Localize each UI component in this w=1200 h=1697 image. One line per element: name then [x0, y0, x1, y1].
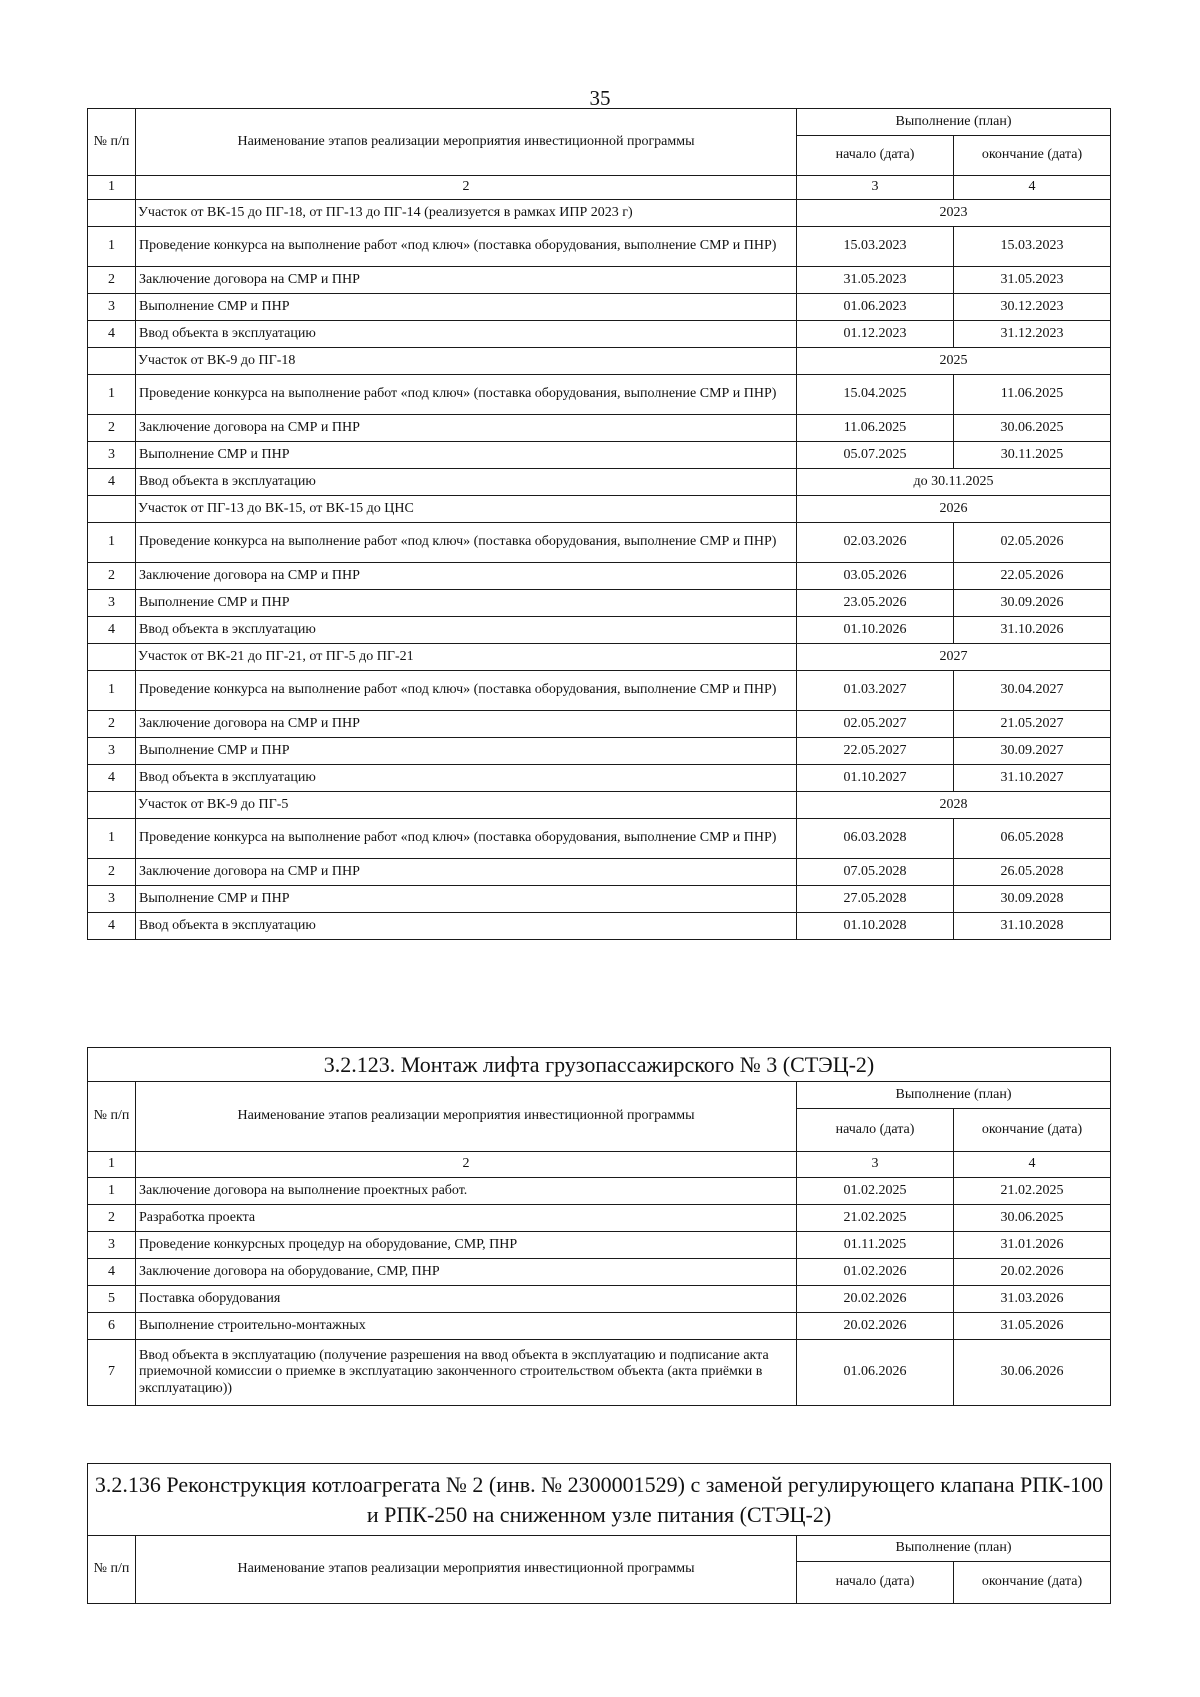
stage-end-date: 11.06.2025 [954, 375, 1111, 415]
section-year: 2023 [797, 200, 1111, 227]
stage-end-date: 20.02.2026 [954, 1259, 1111, 1286]
row-number: 3 [88, 886, 136, 913]
stage-start-date: 27.05.2028 [797, 886, 954, 913]
stage-name: Поставка оборудования [136, 1286, 797, 1313]
header-name: Наименование этапов реализации мероприятия инвестиционной программы [136, 1082, 797, 1152]
table-row [88, 711, 1111, 738]
stage-end-date: 26.05.2028 [954, 859, 1111, 886]
stage-start-date: 05.07.2025 [797, 442, 954, 469]
header-idx-4: 4 [954, 176, 1111, 200]
stage-start-date: 01.10.2028 [797, 913, 954, 940]
header-num: № п/п [88, 1082, 136, 1152]
table-row [88, 1232, 1111, 1259]
row-number: 4 [88, 913, 136, 940]
table-row [88, 1205, 1111, 1232]
stage-name: Проведение конкурса на выполнение работ «под ключ» (поставка оборудования, выполнение СМР и ПНР) [136, 523, 797, 563]
header-idx-4: 4 [954, 1152, 1111, 1178]
stage-name: Заключение договора на СМР и ПНР [136, 267, 797, 294]
stage-name: Проведение конкурсных процедур на оборудование, СМР, ПНР [136, 1232, 797, 1259]
stage-start-date: 01.12.2023 [797, 321, 954, 348]
table-row [88, 227, 1111, 267]
stage-start-date: 07.05.2028 [797, 859, 954, 886]
header-exec: Выполнение (план) [797, 1536, 1111, 1562]
stage-name: Ввод объекта в эксплуатацию (получение разрешения на ввод объекта в эксплуатацию и подписание акта приемочной комиссии о приемке в эксплуатацию законченного строительством объекта (акта приёмки в эксплуатацию)) [136, 1340, 797, 1406]
stage-date-merged: до 30.11.2025 [797, 469, 1111, 496]
table-row [88, 415, 1111, 442]
section-title-3-2-136: 3.2.136 Реконструкция котлоагрегата № 2 (инв. № 2300001529) с заменой регулирующего клапана РПК-100 и РПК-250 на сниженном узле питания (СТЭЦ-2) [88, 1464, 1111, 1536]
stage-start-date: 01.02.2026 [797, 1259, 954, 1286]
row-number: 1 [88, 819, 136, 859]
row-number: 3 [88, 294, 136, 321]
header-start: начало (дата) [797, 1562, 954, 1604]
stages-table-2 [87, 1047, 1111, 1406]
header-num: № п/п [88, 1536, 136, 1604]
stage-name: Ввод объекта в эксплуатацию [136, 913, 797, 940]
section-num-cell [88, 792, 136, 819]
stage-name: Заключение договора на СМР и ПНР [136, 711, 797, 738]
stage-name: Выполнение СМР и ПНР [136, 738, 797, 765]
row-number: 2 [88, 1205, 136, 1232]
table-row [88, 913, 1111, 940]
stage-name: Заключение договора на СМР и ПНР [136, 415, 797, 442]
section-year: 2026 [797, 496, 1111, 523]
row-number: 3 [88, 590, 136, 617]
stages-table-1 [87, 108, 1111, 940]
stage-start-date: 01.10.2027 [797, 765, 954, 792]
stage-end-date: 30.09.2027 [954, 738, 1111, 765]
stage-name: Ввод объекта в эксплуатацию [136, 469, 797, 496]
stage-name: Проведение конкурса на выполнение работ «под ключ» (поставка оборудования, выполнение СМР и ПНР) [136, 671, 797, 711]
section-title: Участок от ВК-9 до ПГ-5 [136, 792, 797, 819]
stage-start-date: 03.05.2026 [797, 563, 954, 590]
header-idx-1: 1 [88, 1152, 136, 1178]
header-exec: Выполнение (план) [797, 1082, 1111, 1109]
stage-end-date: 31.05.2023 [954, 267, 1111, 294]
row-number: 3 [88, 442, 136, 469]
stage-end-date: 31.10.2026 [954, 617, 1111, 644]
row-number: 1 [88, 523, 136, 563]
stage-name: Ввод объекта в эксплуатацию [136, 321, 797, 348]
stage-end-date: 31.03.2026 [954, 1286, 1111, 1313]
stage-start-date: 22.05.2027 [797, 738, 954, 765]
stage-start-date: 01.11.2025 [797, 1232, 954, 1259]
table-row [88, 442, 1111, 469]
stage-name: Выполнение СМР и ПНР [136, 590, 797, 617]
header-start: начало (дата) [797, 136, 954, 176]
header-idx-2: 2 [136, 1152, 797, 1178]
stage-start-date: 21.02.2025 [797, 1205, 954, 1232]
section-title-3-2-123: 3.2.123. Монтаж лифта грузопассажирского № 3 (СТЭЦ-2) [88, 1048, 1111, 1082]
row-number: 1 [88, 227, 136, 267]
header-name: Наименование этапов реализации мероприятия инвестиционной программы [136, 1536, 797, 1604]
table-row [88, 563, 1111, 590]
stage-name: Выполнение СМР и ПНР [136, 294, 797, 321]
section-row [88, 792, 1111, 819]
stage-name: Заключение договора на СМР и ПНР [136, 859, 797, 886]
stage-end-date: 31.10.2027 [954, 765, 1111, 792]
table-row [88, 523, 1111, 563]
section-row [88, 200, 1111, 227]
stage-end-date: 22.05.2026 [954, 563, 1111, 590]
table-row [88, 375, 1111, 415]
section-year: 2027 [797, 644, 1111, 671]
table-row [88, 321, 1111, 348]
row-number: 2 [88, 711, 136, 738]
stage-name: Заключение договора на оборудование, СМР, ПНР [136, 1259, 797, 1286]
table-row [88, 294, 1111, 321]
table-row [88, 819, 1111, 859]
header-start: начало (дата) [797, 1109, 954, 1152]
table-row [88, 469, 1111, 496]
table-row [88, 1178, 1111, 1205]
stage-end-date: 30.11.2025 [954, 442, 1111, 469]
stage-start-date: 31.05.2023 [797, 267, 954, 294]
stage-end-date: 31.12.2023 [954, 321, 1111, 348]
stage-end-date: 06.05.2028 [954, 819, 1111, 859]
row-number: 1 [88, 671, 136, 711]
section-row [88, 496, 1111, 523]
row-number: 4 [88, 469, 136, 496]
row-number: 1 [88, 1178, 136, 1205]
section-title: Участок от ВК-9 до ПГ-18 [136, 348, 797, 375]
row-number: 6 [88, 1313, 136, 1340]
header-name: Наименование этапов реализации мероприятия инвестиционной программы [136, 109, 797, 176]
section-row [88, 644, 1111, 671]
page-number: 35 [589, 86, 611, 110]
stage-start-date: 01.02.2025 [797, 1178, 954, 1205]
stage-end-date: 21.05.2027 [954, 711, 1111, 738]
stage-end-date: 31.05.2026 [954, 1313, 1111, 1340]
stage-end-date: 31.10.2028 [954, 913, 1111, 940]
stage-end-date: 30.06.2025 [954, 415, 1111, 442]
header-idx-1: 1 [88, 176, 136, 200]
stage-end-date: 30.04.2027 [954, 671, 1111, 711]
table-row [88, 267, 1111, 294]
stage-name: Выполнение СМР и ПНР [136, 442, 797, 469]
section-year: 2025 [797, 348, 1111, 375]
stage-name: Заключение договора на СМР и ПНР [136, 563, 797, 590]
section-year: 2028 [797, 792, 1111, 819]
row-number: 2 [88, 563, 136, 590]
stage-name: Ввод объекта в эксплуатацию [136, 617, 797, 644]
header-num: № п/п [88, 109, 136, 176]
stage-start-date: 11.06.2025 [797, 415, 954, 442]
section-num-cell [88, 496, 136, 523]
stage-name: Разработка проекта [136, 1205, 797, 1232]
stage-start-date: 01.06.2023 [797, 294, 954, 321]
stage-end-date: 30.12.2023 [954, 294, 1111, 321]
section-num-cell [88, 200, 136, 227]
row-number: 2 [88, 267, 136, 294]
section-row [88, 348, 1111, 375]
row-number: 3 [88, 1232, 136, 1259]
row-number: 7 [88, 1340, 136, 1406]
stage-start-date: 01.10.2026 [797, 617, 954, 644]
row-number: 2 [88, 859, 136, 886]
table-row [88, 886, 1111, 913]
stage-start-date: 20.02.2026 [797, 1286, 954, 1313]
stage-end-date: 30.09.2028 [954, 886, 1111, 913]
stage-name: Проведение конкурса на выполнение работ «под ключ» (поставка оборудования, выполнение СМР и ПНР) [136, 375, 797, 415]
row-number: 4 [88, 765, 136, 792]
section-num-cell [88, 644, 136, 671]
table-row [88, 859, 1111, 886]
header-idx-3: 3 [797, 1152, 954, 1178]
table-row [88, 590, 1111, 617]
table-row [88, 1259, 1111, 1286]
stage-end-date: 31.01.2026 [954, 1232, 1111, 1259]
stage-end-date: 15.03.2023 [954, 227, 1111, 267]
header-end: окончание (дата) [954, 136, 1111, 176]
stage-start-date: 01.03.2027 [797, 671, 954, 711]
header-end: окончание (дата) [954, 1562, 1111, 1604]
row-number: 4 [88, 321, 136, 348]
stage-end-date: 30.06.2026 [954, 1340, 1111, 1406]
row-number: 1 [88, 375, 136, 415]
stage-name: Выполнение строительно-монтажных [136, 1313, 797, 1340]
stage-start-date: 01.06.2026 [797, 1340, 954, 1406]
stages-table-3 [87, 1463, 1111, 1604]
stage-start-date: 23.05.2026 [797, 590, 954, 617]
stage-start-date: 02.05.2027 [797, 711, 954, 738]
stage-end-date: 30.06.2025 [954, 1205, 1111, 1232]
section-title: Участок от ПГ-13 до ВК-15, от ВК-15 до ЦНС [136, 496, 797, 523]
stage-start-date: 02.03.2026 [797, 523, 954, 563]
section-num-cell [88, 348, 136, 375]
table-row [88, 1313, 1111, 1340]
stage-start-date: 20.02.2026 [797, 1313, 954, 1340]
header-exec: Выполнение (план) [797, 109, 1111, 136]
table-row [88, 1340, 1111, 1406]
stage-name: Ввод объекта в эксплуатацию [136, 765, 797, 792]
section-title: Участок от ВК-15 до ПГ-18, от ПГ-13 до ПГ-14 (реализуется в рамках ИПР 2023 г) [136, 200, 797, 227]
stage-start-date: 15.03.2023 [797, 227, 954, 267]
row-number: 4 [88, 1259, 136, 1286]
header-end: окончание (дата) [954, 1109, 1111, 1152]
stage-name: Выполнение СМР и ПНР [136, 886, 797, 913]
table-row [88, 617, 1111, 644]
stage-end-date: 21.02.2025 [954, 1178, 1111, 1205]
table-row [88, 1286, 1111, 1313]
row-number: 5 [88, 1286, 136, 1313]
stage-start-date: 06.03.2028 [797, 819, 954, 859]
stage-name: Проведение конкурса на выполнение работ «под ключ» (поставка оборудования, выполнение СМР и ПНР) [136, 819, 797, 859]
row-number: 2 [88, 415, 136, 442]
stage-end-date: 30.09.2026 [954, 590, 1111, 617]
section-title: Участок от ВК-21 до ПГ-21, от ПГ-5 до ПГ-21 [136, 644, 797, 671]
stage-name: Проведение конкурса на выполнение работ «под ключ» (поставка оборудования, выполнение СМР и ПНР) [136, 227, 797, 267]
row-number: 4 [88, 617, 136, 644]
stage-name: Заключение договора на выполнение проектных работ. [136, 1178, 797, 1205]
table-row [88, 671, 1111, 711]
header-idx-2: 2 [136, 176, 797, 200]
row-number: 3 [88, 738, 136, 765]
header-idx-3: 3 [797, 176, 954, 200]
stage-start-date: 15.04.2025 [797, 375, 954, 415]
table-row [88, 765, 1111, 792]
stage-end-date: 02.05.2026 [954, 523, 1111, 563]
table-row [88, 738, 1111, 765]
